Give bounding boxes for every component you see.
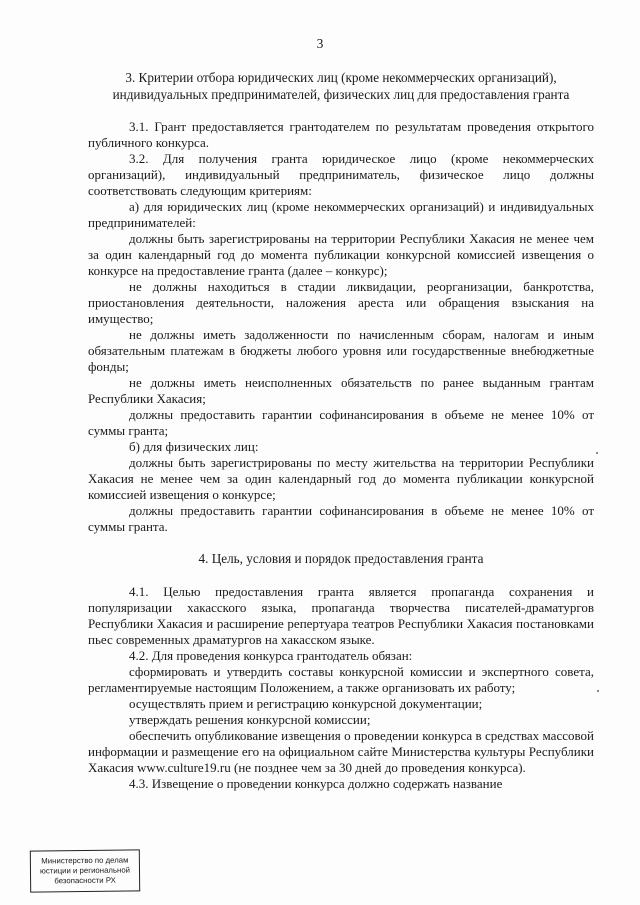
paragraph-4-3: 4.3. Извещение о проведении конкурса должно содержать название [129, 775, 503, 791]
stamp-line-2: юстиции и региональной [39, 865, 131, 876]
duty-approve-decisions: утверждать решения конкурсной комиссии; [129, 711, 371, 727]
criterion-cofinancing-legal: должны предоставить гарантии софинансирования в объеме не менее 10% от суммы гранта; [88, 407, 594, 438]
ministry-stamp [30, 849, 140, 892]
paragraph-3-2-b: б) для физических лиц: [129, 439, 259, 454]
paragraph-4-1: 4.1. Целью предоставления гранта является пропаганда сохранения и популяризации хакасского языка, пропаганда творчества писателей-драматургов Республики Хакасия и расширение репертуара театров Республики Хакасия постановками пьес современных драматургов на хакасском языке. [88, 583, 594, 647]
section-3-heading-line-2: индивидуальных предпринимателей, физических лиц для предоставления гранта [112, 86, 570, 102]
section-3-heading [88, 70, 594, 103]
stamp-line-3: безопасности РХ [54, 875, 116, 886]
criterion-no-unfulfilled-obligations: не должны иметь неисполненных обязательств по ранее выданным грантам Республики Хакасия; [88, 375, 594, 406]
paragraph-4-2: 4.2. Для проведения конкурса грантодатель обязан: [129, 647, 413, 663]
criterion-no-liquidation: не должны находиться в стадии ликвидации, реорганизации, банкротства, приостановления деятельности, наложения ареста или обращения взыскания на имущество; [88, 279, 594, 326]
document-body [88, 70, 594, 792]
stamp-line-1: Министерство по делам [41, 855, 129, 866]
section-4-heading: 4. Цель, условия и порядок предоставления гранта [198, 551, 484, 566]
criterion-cofinancing-individual: должны предоставить гарантии софинансирования в объеме не менее 10% от суммы гранта. [88, 503, 594, 534]
scan-speck [597, 690, 599, 692]
duty-form-commission: сформировать и утвердить составы конкурсной комиссии и экспертного совета, регламентируемые настоящим Положением, а также организовать их работу; [88, 663, 594, 695]
section-3-heading-line-1: 3. Критерии отбора юридических лиц (кроме некоммерческих организаций), [125, 70, 557, 85]
paragraph-3-2-a: а) для юридических лиц (кроме некоммерческих организаций) и индивидуальных предпринимателей: [88, 199, 594, 230]
scan-speck [596, 452, 598, 454]
page-number: 3 [316, 36, 324, 51]
paragraph-3-2: 3.2. Для получения гранта юридическое лицо (кроме некоммерческих организаций), индивидуальный предприниматель, физическое лицо должны соответствовать следующим критериям: [88, 151, 594, 198]
duty-accept-documents: осуществлять прием и регистрацию конкурсной документации; [129, 695, 483, 711]
criterion-residence: должны быть зарегистрированы по месту жительства на территории Республики Хакасия не менее чем за один календарный год до момента публикации конкурсной комиссией извещения о конкурсе; [88, 455, 594, 502]
paragraph-3-1: 3.1. Грант предоставляется грантодателем по результатам проведения открытого публичного конкурса. [88, 119, 594, 150]
criterion-registration: должны быть зарегистрированы на территории Республики Хакасия не менее чем за один календарный год до момента публикации конкурсной комиссией извещения о конкурсе на предоставление гранта (далее – конкурс); [88, 231, 594, 278]
duty-publish-notice: обеспечить опубликование извещения о проведении конкурса в средствах массовой информации и размещение его на официальном сайте Министерства культуры Республики Хакасия www.culture19.ru (не позднее чем за 30 дней до проведения конкурса). [88, 727, 594, 775]
criterion-no-debts: не должны иметь задолженности по начисленным сборам, налогам и иным обязательным платежам в бюджеты любого уровня или государственные внебюджетные фонды; [88, 327, 594, 374]
